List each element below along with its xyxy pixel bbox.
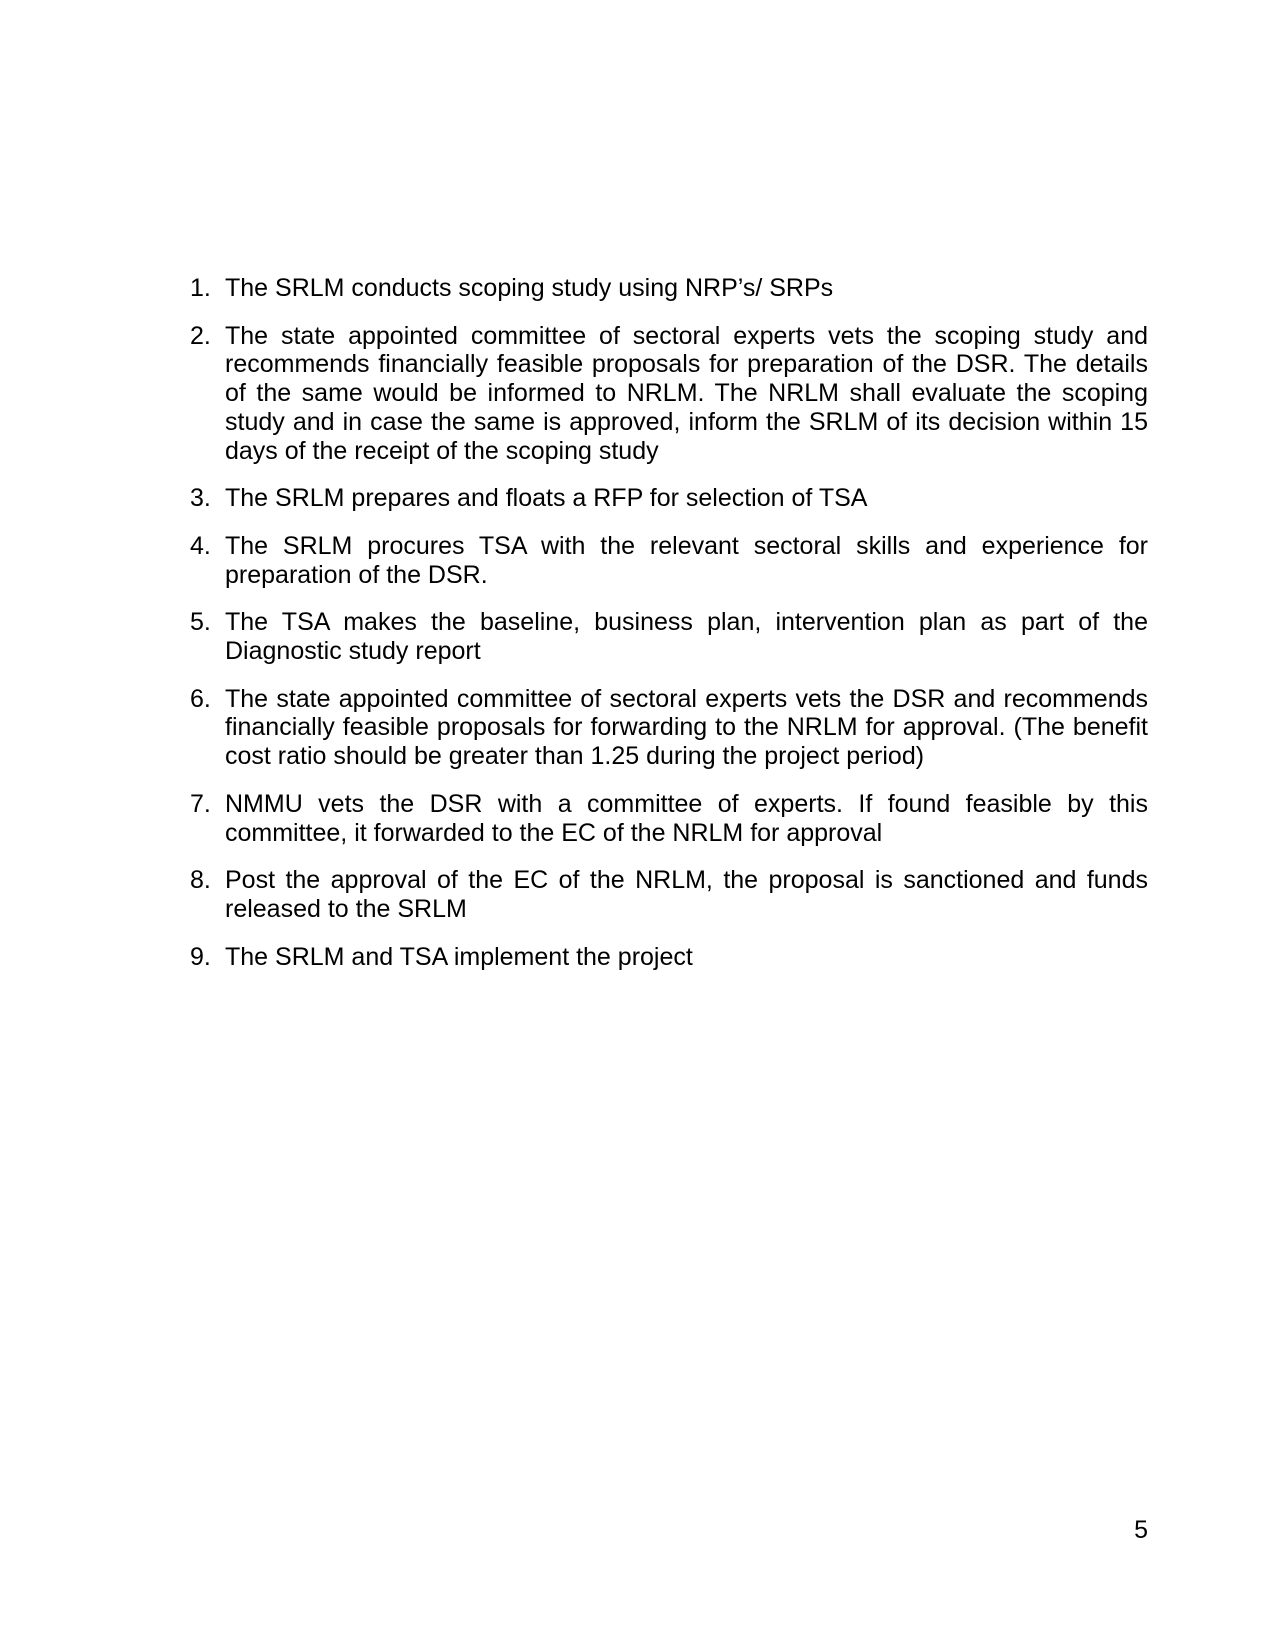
list-item-text: NMMU vets the DSR with a committee of experts. If found feasible by this committee, it forwarded to the EC of the NRLM for approval	[225, 789, 1148, 847]
list-item-text: The SRLM prepares and floats a RFP for selection of TSA	[225, 484, 868, 513]
list-item-number: 9.	[190, 942, 211, 971]
list-item-number: 7.	[190, 789, 211, 818]
list-item-number: 8.	[190, 866, 211, 895]
list-item-number: 5.	[190, 608, 211, 637]
list-item	[190, 322, 1148, 466]
list-item-number: 6.	[190, 684, 211, 713]
list-item	[190, 274, 1148, 303]
list-item-number: 2.	[190, 321, 211, 350]
list-item-number: 1.	[190, 274, 211, 302]
page-number: 5	[1134, 1516, 1148, 1544]
numbered-list	[190, 274, 1148, 990]
list-item-text: The state appointed committee of sectoral experts vets the scoping study and recommends financially feasible proposals for preparation of the DSR. The details of the same would be informed to NRLM. The NRLM shall evaluate the scoping study and in case the same is approved, inform the SRLM of its decision within 15 days of the receipt of the scoping study	[225, 321, 1148, 465]
list-item-number: 4.	[190, 531, 211, 560]
list-item	[190, 866, 1148, 923]
list-item	[190, 685, 1148, 771]
list-item	[190, 943, 1148, 972]
list-item	[190, 484, 1148, 513]
list-item-number: 3.	[190, 484, 211, 513]
list-item-text: The SRLM and TSA implement the project	[225, 942, 693, 971]
list-item-text: The SRLM procures TSA with the relevant sectoral skills and experience for preparation of the DSR.	[225, 531, 1148, 589]
list-item	[190, 608, 1148, 665]
list-item-text: The TSA makes the baseline, business plan, intervention plan as part of the Diagnostic study report	[225, 608, 1148, 666]
list-item-text: The state appointed committee of sectoral experts vets the DSR and recommends financially feasible proposals for forwarding to the NRLM for approval. (The benefit cost ratio should be greater than 1.25 during the project period)	[225, 684, 1148, 771]
list-item-text: Post the approval of the EC of the NRLM, the proposal is sanctioned and funds released to the SRLM	[225, 866, 1148, 923]
list-item	[190, 790, 1148, 847]
list-item-text: The SRLM conducts scoping study using NRP’s/ SRPs	[225, 274, 834, 302]
list-item	[190, 532, 1148, 589]
